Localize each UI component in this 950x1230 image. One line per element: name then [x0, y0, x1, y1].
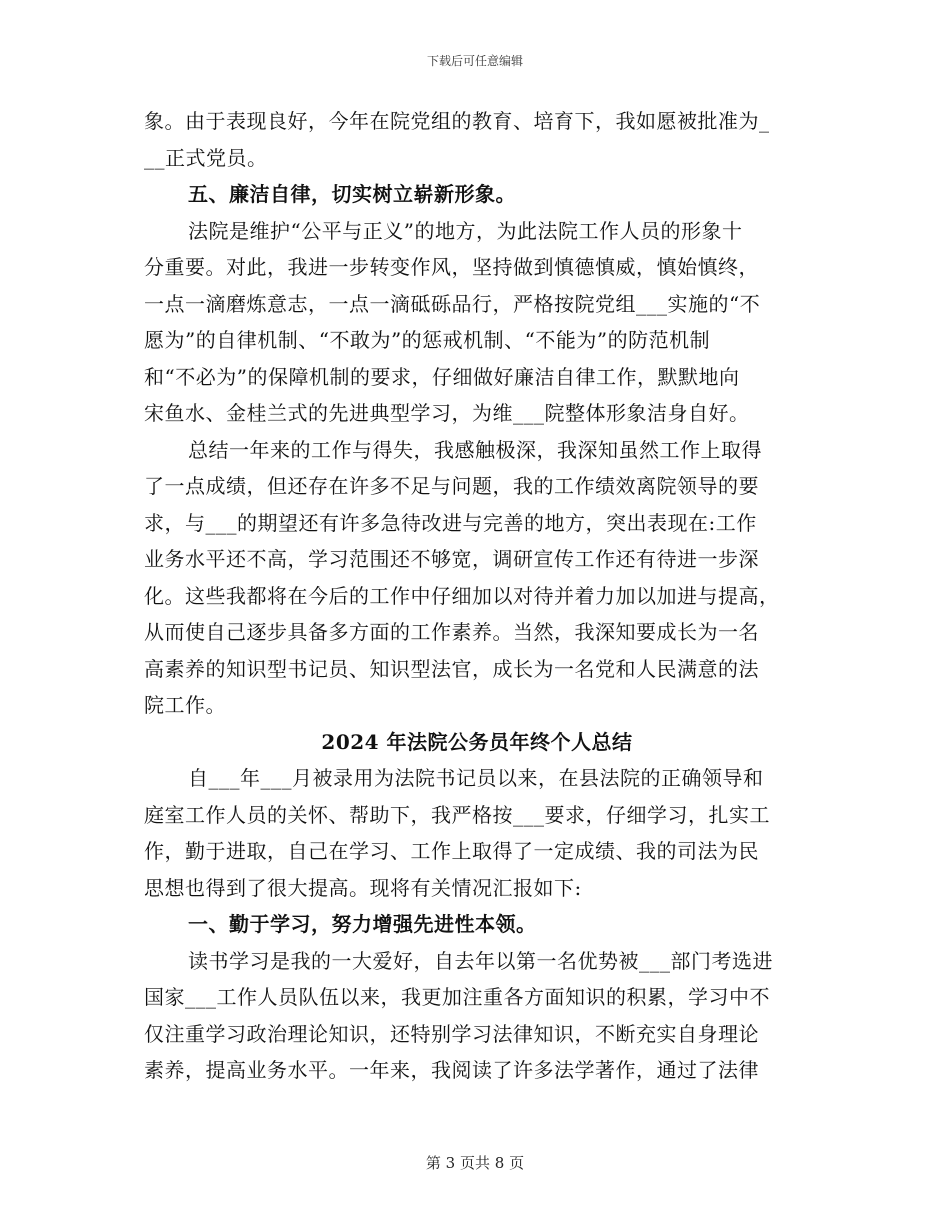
- text-line: 读书学习是我的一大爱好，自去年以第一名优势被___部门考选进: [188, 948, 773, 973]
- text-line: 愿为”的自律机制、“不敢为”的惩戒机制、“不能为”的防范机制: [144, 328, 711, 352]
- text-line: 业务水平还不高，学习范围还不够宽，调研宣传工作还有待进一步深: [144, 547, 759, 571]
- text-line: 国家___工作人员队伍以来，我更加注重各方面知识的积累，学习中不: [144, 985, 770, 1009]
- text-line: 宋鱼水、金桂兰式的先进典型学习，为维___院整体形象洁身自好。: [144, 401, 750, 425]
- text-line: 自___年___月被录用为法院书记员以来，在县法院的正确领导和: [188, 766, 764, 790]
- text-line: 从而使自己逐步具备多方面的工作素养。当然，我深知要成长为一名: [144, 620, 759, 644]
- document-body: [144, 103, 810, 1089]
- text-line: 庭室工作人员的关怀、帮助下，我严格按___要求，仔细学习，扎实工: [144, 802, 770, 827]
- text-line: __正式党员。: [144, 145, 268, 170]
- text-line: 一点一滴磨炼意志，一点一滴砥砾品行，严格按院党组___实施的“不: [144, 291, 761, 316]
- text-line: 高素养的知识型书记员、知识型法官，成长为一名党和人民满意的法: [144, 656, 759, 681]
- section-title: 2024 年法院公务员年终个人总结: [321, 729, 633, 754]
- text-line: 化。这些我都将在今后的工作中仔细加以对待并着力加以加进与提高，: [144, 583, 780, 608]
- text-line: 思想也得到了很大提高。现将有关情况汇报如下:: [144, 875, 582, 900]
- text-line: 和“不必为”的保障机制的要求，仔细做好廉洁自律工作，默默地向: [144, 364, 740, 389]
- section-heading: 五、廉洁自律，切实树立崭新形象。: [188, 182, 516, 206]
- text-line: 素养，提高业务水平。一年来，我阅读了许多法学著作，通过了法律: [144, 1058, 759, 1082]
- text-line: 院工作。: [144, 693, 226, 717]
- text-line: 了一点成绩，但还存在许多不足与问题，我的工作绩效离院领导的要: [144, 474, 759, 498]
- text-line: 求，与___的期望还有许多急待改进与完善的地方，突出表现在:工作: [144, 510, 757, 535]
- section-heading: 一、勤于学习，努力增强先进性本领。: [188, 912, 537, 936]
- text-line: 作，勤于进取，自己在学习、工作上取得了一定成绩、我的司法为民: [144, 839, 759, 863]
- text-line: 分重要。对此，我进一步转变作风，坚持做到慎德慎威，慎始慎终，: [144, 255, 759, 279]
- text-line: 总结一年来的工作与得失，我感触极深，我深知虽然工作上取得: [188, 437, 762, 462]
- text-line: 法院是维护“公平与正义”的地方，为此法院工作人员的形象十: [188, 218, 743, 243]
- text-line: 象。由于表现良好，今年在院党组的教育、培育下，我如愿被批准为_: [144, 109, 770, 133]
- page-footer: 第 3 页共 8 页: [425, 1154, 525, 1172]
- page-header: 下载后可任意编辑: [426, 54, 523, 68]
- text-line: 仅注重学习政治理论知识，还特别学习法律知识，不断充实自身理论: [144, 1021, 759, 1046]
